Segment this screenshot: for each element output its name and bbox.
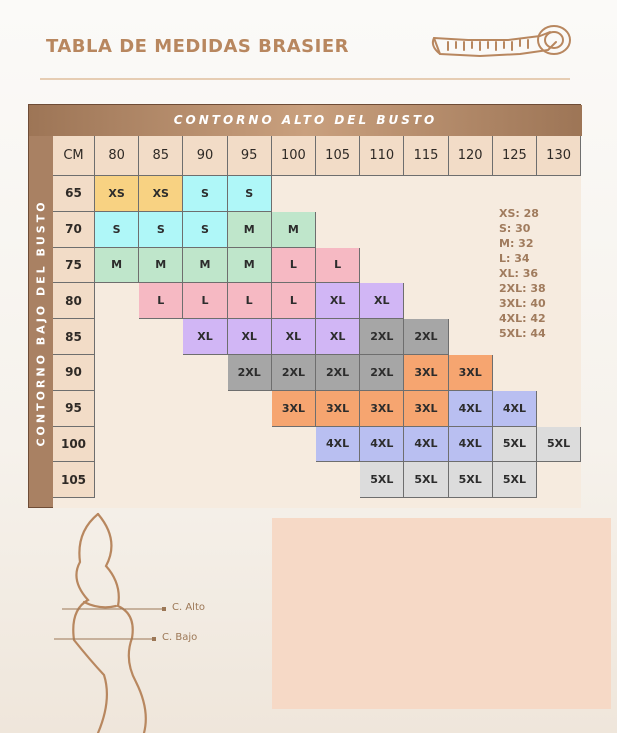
title-divider bbox=[40, 78, 570, 80]
size-cell: L bbox=[272, 283, 316, 319]
size-cell: M bbox=[228, 212, 272, 248]
chest-low-label: C. Bajo bbox=[162, 632, 198, 643]
size-cell: 2XL bbox=[316, 355, 360, 391]
size-cell: 4XL bbox=[360, 427, 404, 463]
legend-item: XL: 36 bbox=[499, 267, 539, 280]
size-cell: 2XL bbox=[404, 319, 448, 355]
legend-item: M: 32 bbox=[499, 237, 534, 250]
size-cell: 4XL bbox=[404, 427, 448, 463]
top-axis-label: CONTORNO ALTO DEL BUSTO bbox=[173, 113, 438, 127]
legend-item: 3XL: 40 bbox=[499, 297, 546, 310]
row-header: 90 bbox=[53, 355, 95, 391]
row-header: 70 bbox=[53, 212, 95, 248]
size-cell: 5XL bbox=[537, 427, 581, 463]
size-cell: L bbox=[316, 248, 360, 284]
size-cell: XL bbox=[228, 319, 272, 355]
size-cell: S bbox=[139, 212, 183, 248]
size-cell: 3XL bbox=[316, 391, 360, 427]
size-cell: S bbox=[183, 176, 227, 212]
size-cell: 4XL bbox=[493, 391, 537, 427]
size-cell: L bbox=[183, 283, 227, 319]
column-header: 85 bbox=[139, 136, 183, 176]
size-cell: M bbox=[95, 248, 139, 284]
column-header: 80 bbox=[95, 136, 139, 176]
size-cell: 2XL bbox=[360, 355, 404, 391]
size-legend bbox=[499, 206, 546, 341]
legend-item: 4XL: 42 bbox=[499, 312, 546, 325]
size-cell: 5XL bbox=[493, 427, 537, 463]
size-cell: S bbox=[228, 176, 272, 212]
size-cell: 2XL bbox=[228, 355, 272, 391]
size-cell: XL bbox=[272, 319, 316, 355]
size-cell: 3XL bbox=[404, 355, 448, 391]
size-cell: M bbox=[183, 248, 227, 284]
column-header: 130 bbox=[537, 136, 581, 176]
side-axis-label-band bbox=[29, 136, 53, 509]
page-title: TABLA DE MEDIDAS BRASIER bbox=[46, 36, 349, 57]
legend-item: S: 30 bbox=[499, 222, 531, 235]
size-cell: XL bbox=[316, 283, 360, 319]
blank-peach-panel bbox=[272, 518, 611, 709]
size-cell: 3XL bbox=[360, 391, 404, 427]
size-cell: M bbox=[139, 248, 183, 284]
size-cell: XS bbox=[95, 176, 139, 212]
size-cell: 3XL bbox=[272, 391, 316, 427]
column-header: 125 bbox=[493, 136, 537, 176]
size-cell: XS bbox=[139, 176, 183, 212]
size-cell: XL bbox=[183, 319, 227, 355]
size-cell: 2XL bbox=[272, 355, 316, 391]
column-header: 120 bbox=[449, 136, 493, 176]
column-header: 100 bbox=[272, 136, 316, 176]
legend-item: 5XL: 44 bbox=[499, 327, 546, 340]
size-cell: M bbox=[272, 212, 316, 248]
column-header: 90 bbox=[183, 136, 227, 176]
size-cell: L bbox=[272, 248, 316, 284]
column-header: 95 bbox=[228, 136, 272, 176]
legend-item: XS: 28 bbox=[499, 207, 539, 220]
size-cell: 5XL bbox=[360, 462, 404, 498]
legend-item: 2XL: 38 bbox=[499, 282, 546, 295]
size-cell: 5XL bbox=[404, 462, 448, 498]
size-cell: S bbox=[183, 212, 227, 248]
size-cell: 4XL bbox=[449, 391, 493, 427]
column-header: 110 bbox=[360, 136, 404, 176]
size-cell: 3XL bbox=[449, 355, 493, 391]
measuring-tape-icon bbox=[428, 20, 576, 68]
body-silhouette-icon bbox=[40, 510, 220, 733]
size-cell: L bbox=[139, 283, 183, 319]
row-header: 65 bbox=[53, 176, 95, 212]
size-cell: L bbox=[228, 283, 272, 319]
size-cell: 3XL bbox=[404, 391, 448, 427]
size-cell: 4XL bbox=[316, 427, 360, 463]
size-cell: 2XL bbox=[360, 319, 404, 355]
row-header: 85 bbox=[53, 319, 95, 355]
size-cell: XL bbox=[316, 319, 360, 355]
size-cell: 4XL bbox=[449, 427, 493, 463]
row-header: 95 bbox=[53, 391, 95, 427]
column-header: 105 bbox=[316, 136, 360, 176]
row-header: 105 bbox=[53, 462, 95, 498]
column-header: 115 bbox=[404, 136, 448, 176]
size-cell: S bbox=[95, 212, 139, 248]
row-header: 100 bbox=[53, 427, 95, 463]
row-header: 75 bbox=[53, 248, 95, 284]
size-cell: 5XL bbox=[449, 462, 493, 498]
row-header: 80 bbox=[53, 283, 95, 319]
side-axis-label: CONTORNO BAJO DEL BUSTO bbox=[34, 198, 48, 447]
corner-header: CM bbox=[53, 136, 95, 176]
size-cell: M bbox=[228, 248, 272, 284]
chest-high-label: C. Alto bbox=[172, 602, 205, 613]
size-cell: XL bbox=[360, 283, 404, 319]
size-cell: 5XL bbox=[493, 462, 537, 498]
legend-item: L: 34 bbox=[499, 252, 530, 265]
